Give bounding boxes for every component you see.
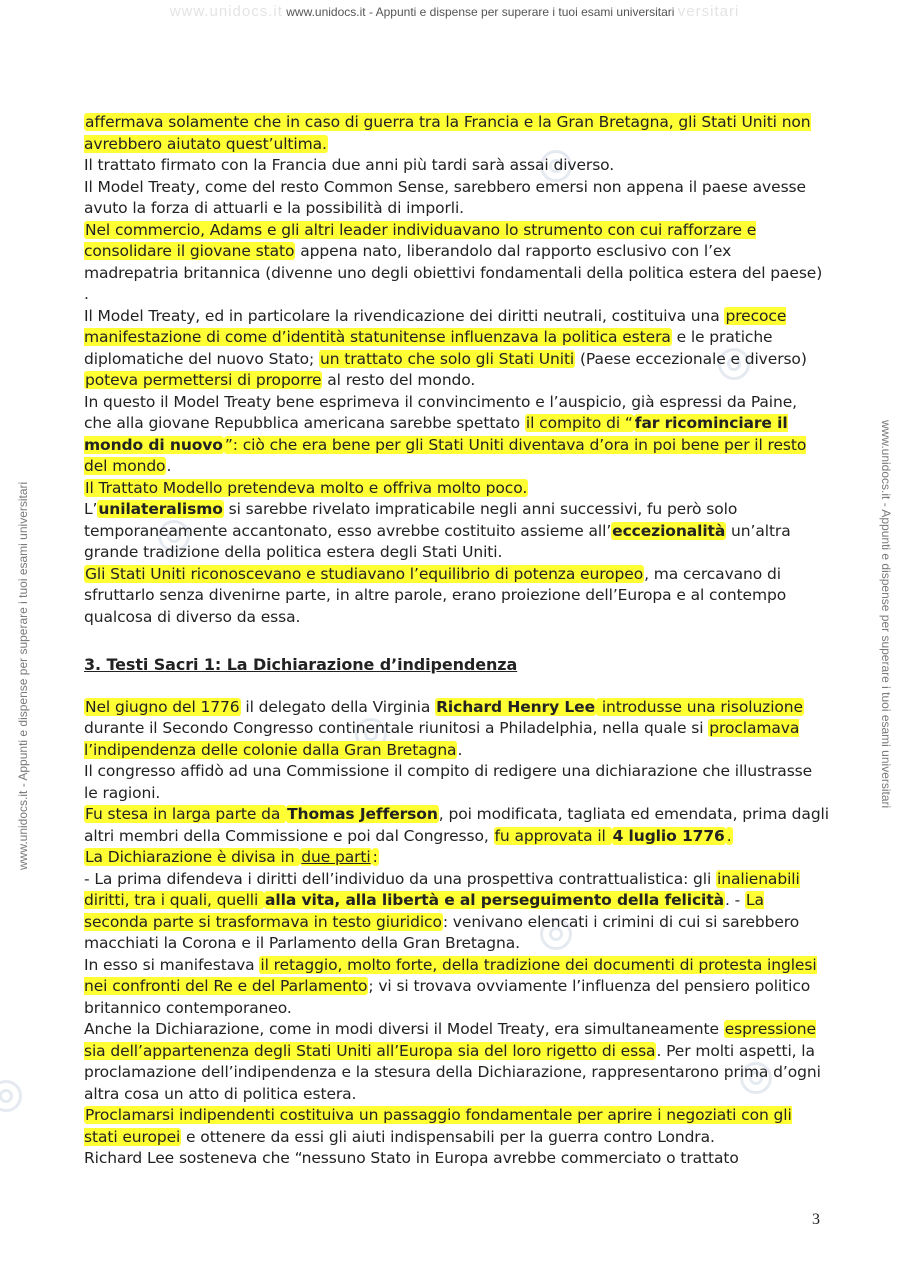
watermark-top: [0, 3, 909, 20]
paragraph: [84, 804, 829, 847]
text-run: e ottenere da essi gli aiuti indispensabili per la guerra contro Londra.: [181, 1127, 715, 1146]
highlighted-text: unilateralismo: [98, 500, 223, 518]
section-heading: 3. Testi Sacri 1: La Dichiarazione d’indipendenza: [84, 655, 518, 674]
document-body: [84, 112, 829, 1170]
paragraph: [84, 155, 829, 177]
highlighted-text: affermava solamente che in caso di guerra tra la Francia e la Gran Bretagna, gli Stati Uniti non avrebbero aiutato quest’ultima.: [84, 113, 811, 153]
watermark-right: www.unidocs.it - Appunti e dispense per superare i tuoi esami universitari: [879, 420, 893, 809]
text-run: : venivano elencati i crimini di cui si sarebbero macchiati la Corona e il Parlamento della Gran Bretagna.: [84, 912, 800, 952]
text-run: Richard Lee sosteneva che “nessuno Stato in Europa avrebbe commerciato o trattato: [84, 1149, 739, 1167]
highlighted-text: Richard Henry Lee: [436, 697, 595, 716]
text-run: il delegato della Virginia: [240, 697, 436, 716]
text-run: Il congresso affidò ad una Commissione il compito di redigere una dichiarazione che illustrasse le ragioni.: [84, 762, 813, 802]
text-run: . Per molti aspetti, la proclamazione dell’indipendenza e la stesura della Dichiarazione, rappresentarono prima d’ogni altra cosa un atto di politica estera.: [84, 1041, 821, 1103]
highlighted-text: Gli Stati Uniti riconoscevano e studiavano l’equilibrio di potenza europeo: [85, 564, 644, 583]
text-run: Il trattato firmato con la Francia due anni più tardi sarà assai diverso.: [84, 156, 615, 174]
highlighted-text: Il Trattato Modello pretendeva molto e offriva molto poco.: [85, 478, 528, 497]
highlighted-text: Proclamarsi indipendenti costituiva un passaggio fondamentale per aprire i negoziati con gli stati europei: [84, 1106, 792, 1146]
paragraph: [84, 392, 829, 478]
text-run: durante il Secondo Congresso continentale riunitosi a Philadelphia, nella quale si: [84, 719, 709, 737]
text-run: e le pratiche diplomatiche del nuovo Stato;: [84, 328, 773, 368]
text-run: In esso si manifestava: [84, 955, 260, 974]
text-run: Il Model Treaty, ed in particolare la rivendicazione dei diritti neutrali, costituiva una: [84, 306, 725, 325]
highlighted-text: La seconda parte si trasformava in testo giuridico: [84, 891, 764, 931]
paragraph: [84, 499, 829, 564]
page-number: 3: [812, 1211, 820, 1228]
text-run: un’altra grande tradizione della politica estera degli Stati Uniti.: [84, 521, 791, 561]
highlighted-text: introdusse una risoluzione: [597, 697, 803, 716]
paragraph: [84, 220, 829, 306]
highlighted-text: .: [726, 826, 732, 845]
paragraph: [84, 564, 829, 629]
highlighted-text: Fu stesa in larga parte da: [85, 805, 286, 823]
text-run: - La prima difendeva i diritti dell’individuo da una prospettiva contrattualistica: gli: [84, 869, 717, 888]
text-run: (Paese eccezionale e diverso): [575, 349, 807, 368]
paragraph: [84, 955, 829, 1020]
highlighted-text: il retaggio, molto forte, della tradizione dei documenti di protesta inglesi nei confronti del Re e del Parlamento: [84, 955, 817, 995]
highlighted-text: proclamava l’indipendenza delle colonie dalla Gran Bretagna: [84, 719, 800, 759]
text-run: , ma cercavano di sfruttarlo senza divenirne parte, in altre parole, erano proiezione dell’Europa e al contempo qualcosa di diverso da essa.: [84, 564, 787, 626]
watermark-ghost-right: versitari: [677, 3, 740, 20]
paragraph: [84, 697, 829, 762]
text-run: . -: [724, 891, 745, 909]
text-run: si sarebbe rivelato impraticabile negli anni successivi, fu però solo temporaneamente accantonato, esso avrebbe costituito assieme all’: [84, 500, 738, 540]
paragraph: [84, 306, 829, 392]
highlighted-text: due parti: [301, 848, 371, 866]
highlighted-text: inalienabili diritti, tra i quali, quelli: [84, 869, 800, 909]
highlighted-text: eccezionalità: [612, 521, 726, 540]
highlighted-text: far ricominciare il mondo di nuovo: [84, 414, 788, 454]
paragraph: [84, 177, 829, 220]
text-run: al resto del mondo.: [322, 371, 476, 389]
highlighted-text: ”: ciò che era bene per gli Stati Uniti diventava d’ora in poi bene per il resto del mondo: [84, 435, 807, 475]
highlighted-text: La Dichiarazione è divisa in: [85, 848, 300, 866]
paragraph: [84, 1019, 829, 1105]
highlighted-text: un trattato che solo gli Stati Uniti: [320, 349, 575, 368]
highlighted-text: fu approvata il: [494, 826, 611, 845]
highlighted-text: :: [372, 848, 378, 866]
text-run: , poi modificata, tagliata ed emendata, prima dagli altri membri della Commissione e poi dal Congresso,: [84, 805, 829, 845]
text-run: ; vi si trovava ovviamente l’influenza del pensiero politico britannico contemporaneo.: [84, 977, 811, 1017]
highlighted-text: Thomas Jefferson: [287, 805, 438, 823]
highlighted-text: precoce manifestazione di come d’identità statunitense influenzava la politica estera: [84, 306, 787, 346]
highlighted-text: alla vita, alla libertà e al perseguimento della felicità: [265, 891, 724, 909]
section-dichiarazione: [84, 697, 829, 1170]
text-run: L’: [84, 500, 98, 518]
highlighted-text: poteva permettersi di proporre: [85, 371, 322, 389]
section-model-treaty: [84, 112, 829, 628]
paragraph: [84, 1148, 829, 1170]
highlighted-text: Nel giugno del 1776: [85, 697, 240, 716]
paragraph: [84, 1105, 829, 1148]
watermark-ghost-left: www.unidocs.it: [169, 3, 283, 20]
paragraph: [84, 847, 829, 869]
highlighted-text: espressione sia dell’appartenenza degli Stati Uniti all’Europa sia del loro rigetto di essa: [84, 1020, 816, 1060]
text-run: In questo il Model Treaty bene esprimeva il convincimento e l’auspicio, già espressi da Paine, che alla giovane Repubblica americana sarebbe spettato: [84, 392, 797, 432]
paragraph: [84, 112, 829, 155]
highlighted-text: Nel commercio, Adams e gli altri leader individuavano lo strumento con cui rafforzare e consolidare il giovane stato: [84, 220, 757, 260]
watermark-top-text: www.unidocs.it - Appunti e dispense per superare i tuoi esami universitari: [286, 5, 675, 19]
watermark-logo-icon: [0, 1080, 22, 1112]
paragraph: [84, 478, 829, 500]
text-run: .: [457, 740, 463, 759]
text-run: Il Model Treaty, come del resto Common Sense, sarebbero emersi non appena il paese avesse avuto la forza di attuarli e la possibilità di imporli.: [84, 177, 806, 217]
text-run: appena nato, liberandolo dal rapporto esclusivo con l’ex madrepatria britannica (divenne uno degli obiettivi fondamentali della politica estera del paese) .: [84, 242, 823, 303]
highlighted-text: 4 luglio 1776: [612, 826, 725, 845]
highlighted-text: il compito di “: [525, 414, 633, 432]
text-run: .: [166, 457, 172, 475]
paragraph: [84, 869, 829, 955]
paragraph: [84, 761, 829, 804]
text-run: Anche la Dichiarazione, come in modi diversi il Model Treaty, era simultaneamente: [84, 1020, 724, 1038]
watermark-left: www.unidocs.it - Appunti e dispense per superare i tuoi esami universitari: [16, 481, 30, 870]
